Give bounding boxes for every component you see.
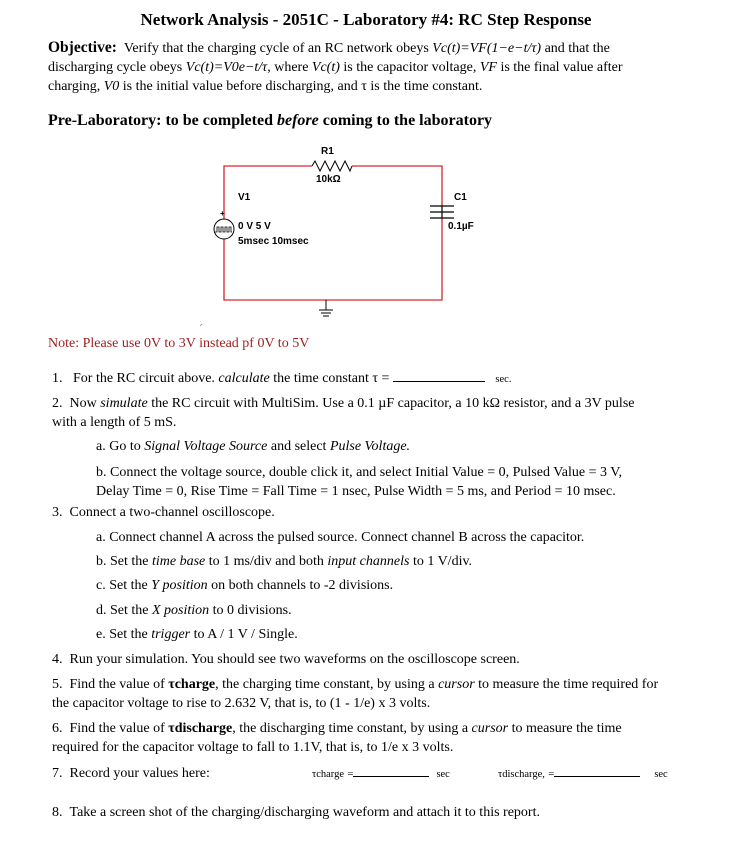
objective-label: Objective: [48,39,117,56]
list-item-8: 8. Take a screen shot of the charging/discharging waveform and attach it to this report. [52,805,540,820]
page-title: Network Analysis - 2051C - Laboratory #4: RC Step Response [140,10,592,29]
list-item-1: 1. For the RC circuit above. calculate the time constant τ = sec. [52,371,512,386]
resistor-symbol [312,161,352,171]
svg-text:+: + [220,209,225,218]
list-item-3d: d. Set the X position to 0 divisions. [96,603,292,618]
tau-discharge-answer-blank[interactable] [554,776,640,777]
resistor-value: 10kΩ [316,174,341,185]
list-item-2a: a. Go to Signal Voltage Source and select Pulse Voltage. [96,439,411,454]
pulse-source-symbol [214,209,234,239]
tau-charge-record: τcharge = sec [312,769,450,780]
charging-equation: Vc(t)=VF(1−e−t/τ) [432,41,542,56]
source-label: V1 [238,192,251,203]
capacitor-label: C1 [454,192,467,203]
list-item-2: 2. Now simulate the RC circuit with MultiSim. Use a 0.1 µF capacitor, a 10 kΩ resistor, and a 3V pulse with a length of 5 mS. [52,396,635,430]
list-item-3: 3. Connect a two-channel oscilloscope. [52,505,275,520]
rc-circuit-diagram [190,138,474,328]
circuit-wires [224,166,442,300]
list-item-5: 5. Find the value of τcharge, the charging time constant, by using a cursor to measure the time required for the capacitor voltage to rise to 2.632 V, that is, to (1 - 1/e) x 3 volts. [52,677,659,711]
discharging-equation: Vc(t)=V0e−t/τ [185,60,268,75]
objective-paragraph: Objective: Verify that the charging cycle of an RC network obeys Vc(t)=VF(1−e−t/τ) and that the discharging cycle obeys Vc(t)=V0e−t/τ, where Vc(t) is the capacitor voltage, VF is the final value after charging, V0 is the initial value before discharging, and τ is the time constant. [48,39,623,94]
capacitor-value: 0.1µF [448,221,474,232]
list-item-6: 6. Find the value of τdischarge, the discharging time constant, by using a cursor to measure the time required for the capacitor voltage to fall to 1.1V, that is, to 1/e x 3 volts. [52,721,622,755]
list-item-4: 4. Run your simulation. You should see two waveforms on the oscilloscope screen. [52,652,520,667]
prelab-heading: Pre-Laboratory: to be completed before coming to the laboratory [48,112,493,129]
list-item-3c: c. Set the Y position on both channels to -2 divisions. [96,578,394,593]
capacitor-symbol [430,206,454,218]
source-params-1: 0 V 5 V [238,221,271,232]
list-item-7: 7. Record your values here: [52,766,210,781]
list-item-3a: a. Connect channel A across the pulsed source. Connect channel B across the capacitor. [96,530,585,545]
tau-charge-answer-blank[interactable] [353,776,429,777]
ground-symbol [319,300,333,316]
list-item-3b: b. Set the time base to 1 ms/div and both input channels to 1 V/div. [96,554,473,569]
time-constant-answer-blank[interactable] [393,381,485,382]
tau-discharge-record: τdischarge, = sec [498,769,668,780]
source-params-2: 5msec 10msec [238,236,309,247]
list-item-3e: e. Set the trigger to A / 1 V / Single. [96,627,298,642]
list-item-2b: b. Connect the voltage source, double click it, and select Initial Value = 0, Pulsed Value = 3 V, Delay Time = 0, Rise Time = Fall Time = 1 nsec, Pulse Width = 5 ms, and Period = 10 msec. [96,465,623,499]
note-text: Note: Please use 0V to 3V instead pf 0V to 5V [48,336,310,351]
resistor-label: R1 [321,146,334,157]
